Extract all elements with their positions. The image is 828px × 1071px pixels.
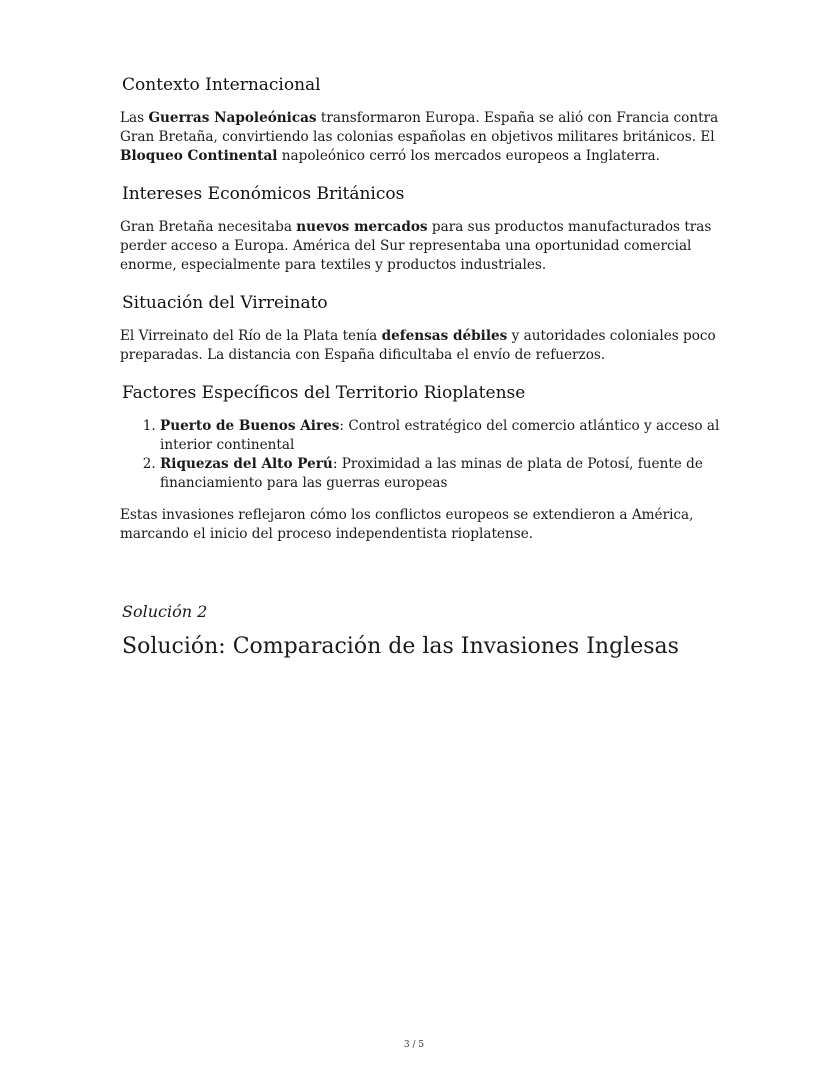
section-paragraph [120, 109, 720, 166]
section-heading: Contexto Internacional [122, 75, 321, 95]
list-item [160, 455, 720, 493]
solution-label: Solución 2 [122, 602, 208, 621]
section-contexto-internacional [120, 73, 720, 166]
closing-paragraph: Estas invasiones reflejaron cómo los conflictos europeos se extendieron a América, marcando el inicio del proceso independentista rioplatense. [120, 507, 694, 542]
bold-term: Riquezas del Alto Perú [160, 456, 333, 472]
section-heading: Situación del Virreinato [122, 293, 328, 313]
text-run: El Virreinato del Río de la Plata tenía [120, 328, 382, 344]
factors-list [120, 417, 720, 493]
solution-title: Solución: Comparación de las Invasiones Inglesas [122, 634, 679, 659]
section-paragraph [120, 327, 720, 365]
text-run: y autoridades coloniales poco preparadas. La distancia con España dificultaba el envío de refuerzos. [120, 328, 716, 363]
section-situacion-virreinato [120, 291, 720, 365]
bold-term: Bloqueo Continental [120, 148, 278, 164]
text-run: para sus productos manufacturados tras perder acceso a Europa. América del Sur representaba una oportunidad comercial enorme, especialmente para textiles y productos industriales. [120, 219, 712, 273]
bold-term: Guerras Napoleónicas [148, 110, 317, 126]
text-run: napoleónico cerró los mercados europeos a Inglaterra. [277, 148, 660, 164]
section-factores-especificos [120, 381, 720, 544]
section-heading: Factores Específicos del Territorio Rioplatense [122, 383, 526, 403]
bold-term: Puerto de Buenos Aires [160, 418, 340, 434]
text-run: : Proximidad a las minas de plata de Potosí, fuente de financiamiento para las guerras europeas [160, 456, 703, 491]
text-run: transformaron Europa. España se alió con Francia contra Gran Bretaña, convirtiendo las colonias españolas en objetivos militares británicos. El [120, 110, 719, 145]
section-intereses-economicos [120, 182, 720, 275]
page-number: 3 / 5 [403, 1040, 425, 1050]
text-run: Gran Bretaña necesitaba [120, 219, 297, 235]
bold-term: nuevos mercados [296, 219, 428, 235]
section-heading: Intereses Económicos Británicos [122, 184, 405, 204]
text-run: Las [120, 110, 149, 126]
text-run: : Control estratégico del comercio atlántico y acceso al interior continental [160, 418, 720, 453]
content-body [120, 70, 720, 558]
section-paragraph [120, 218, 720, 275]
list-item [160, 417, 720, 455]
bold-term: defensas débiles [381, 328, 508, 344]
